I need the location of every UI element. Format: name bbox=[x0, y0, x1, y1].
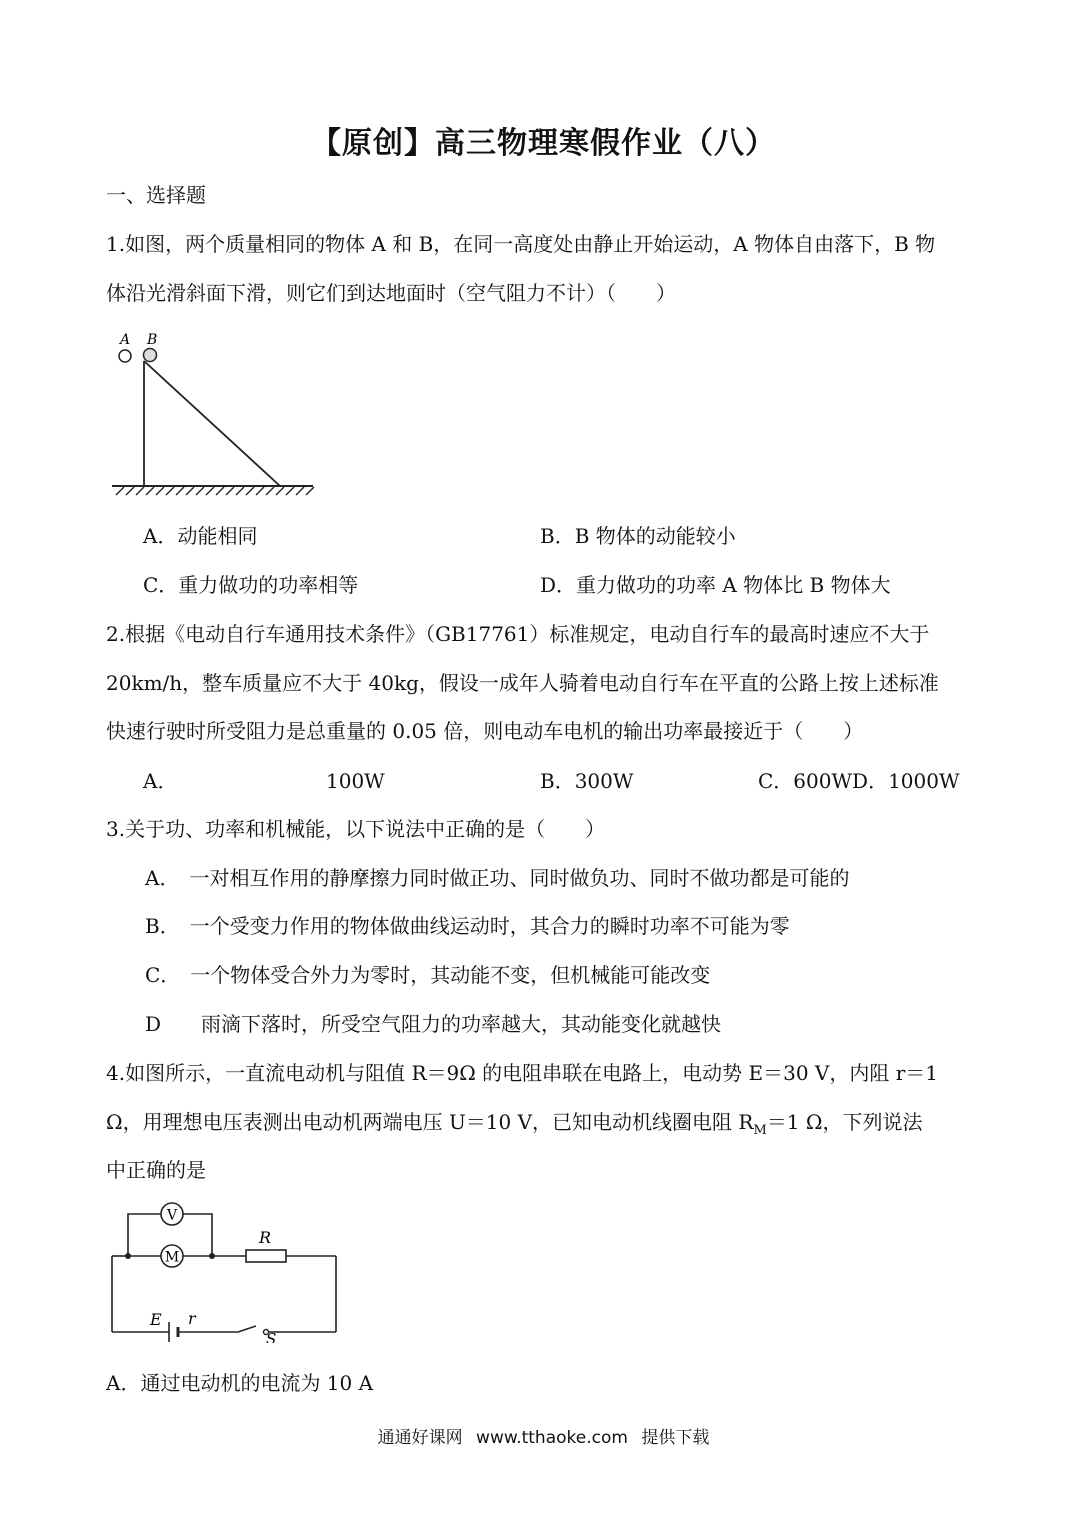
q4-circuit-figure bbox=[104, 1198, 344, 1343]
footer-suffix: 提供下载 bbox=[641, 1428, 710, 1448]
q4-stem-line-1: 4.如图所示，一直流电动机与阻值 R＝9Ω 的电阻串联在电路上，电动势 E＝30 V，内阻 r＝1 bbox=[106, 1061, 939, 1085]
resistor-icon bbox=[246, 1250, 286, 1262]
q3-stem: 3.关于功、功率和机械能，以下说法中正确的是（ ） bbox=[106, 817, 606, 841]
resistor-label: R bbox=[259, 1228, 272, 1247]
q1-option-a: A．动能相同 bbox=[143, 524, 258, 548]
fig-label-a: A bbox=[120, 332, 131, 348]
q2-option-a-value: 100W bbox=[326, 769, 385, 793]
internal-resistance-label: r bbox=[188, 1309, 196, 1328]
fig-label-b: B bbox=[147, 332, 158, 348]
q3-option-c: C． 一个物体受合外力为零时，其动能不变，但机械能可能改变 bbox=[145, 963, 711, 987]
junction-dot-right bbox=[209, 1253, 215, 1259]
incline-slope bbox=[144, 361, 280, 486]
q2-option-a-label: A． bbox=[143, 769, 178, 793]
q4-line2-part2: ＝1 Ω，下列说法 bbox=[766, 1110, 923, 1134]
emf-label: E bbox=[150, 1310, 162, 1329]
q2-stem-line-2: 20km/h，整车质量应不大于 40kg，假设一成年人骑着电动自行车在平直的公路上按上述标准 bbox=[106, 671, 939, 695]
q2-stem-line-1: 2.根据《电动自行车通用技术条件》（GB17761）标准规定，电动自行车的最高时速应不大于 bbox=[106, 622, 930, 646]
q4-option-a: A．通过电动机的电流为 10 A bbox=[106, 1371, 374, 1395]
section-heading: 一、选择题 bbox=[106, 183, 206, 207]
page-footer bbox=[0, 1423, 1087, 1448]
ground-hatching bbox=[116, 487, 314, 495]
q1-option-d: D．重力做功的功率 A 物体比 B 物体大 bbox=[540, 573, 891, 597]
q4-stem-line-2 bbox=[106, 1108, 922, 1145]
q3-option-d: D 雨滴下落时，所受空气阻力的功率越大，其动能变化就越快 bbox=[145, 1012, 722, 1036]
ball-a bbox=[119, 350, 131, 362]
q3-option-a: A． 一对相互作用的静摩擦力同时做正功、同时做负功、同时不做功都是可能的 bbox=[145, 866, 850, 890]
q4-rm-subscript: M bbox=[753, 1123, 767, 1138]
page-title: 【原创】高三物理寒假作业（八） bbox=[311, 126, 776, 161]
q4-line2-part1: Ω，用理想电压表测出电动机两端电压 U＝10 V，已知电动机线圈电阻 R bbox=[106, 1110, 754, 1134]
footer-site-name: 通通好课网 bbox=[377, 1428, 463, 1448]
q1-stem-line-1: 1.如图，两个质量相同的物体 A 和 B，在同一高度处由静止开始运动，A 物体自由落下，B 物 bbox=[106, 232, 936, 256]
q2-stem-line-3: 快速行驶时所受阻力是总重量的 0.05 倍，则电动车电机的输出功率最接近于（ ） bbox=[106, 719, 864, 743]
q3-option-b: B． 一个受变力作用的物体做曲线运动时，其合力的瞬时功率不可能为零 bbox=[145, 914, 790, 938]
q1-stem-line-2: 体沿光滑斜面下滑，则它们到达地面时（空气阻力不计）（ ） bbox=[106, 281, 676, 305]
q2-option-c-d: C．600WD．1000W bbox=[758, 769, 960, 793]
motor-label: M bbox=[164, 1249, 180, 1266]
ball-b bbox=[144, 349, 157, 362]
voltmeter-label: V bbox=[166, 1207, 178, 1224]
q1-option-c: C．重力做功的功率相等 bbox=[143, 573, 359, 597]
q4-stem-line-3: 中正确的是 bbox=[106, 1158, 206, 1182]
footer-url[interactable]: www.tthaoke.com bbox=[476, 1428, 628, 1448]
switch-label: S bbox=[266, 1330, 277, 1343]
q2-option-b: B．300W bbox=[540, 769, 634, 793]
junction-dot-left bbox=[125, 1253, 131, 1259]
q1-incline-figure bbox=[108, 328, 318, 503]
q1-option-b: B．B 物体的动能较小 bbox=[540, 524, 736, 548]
